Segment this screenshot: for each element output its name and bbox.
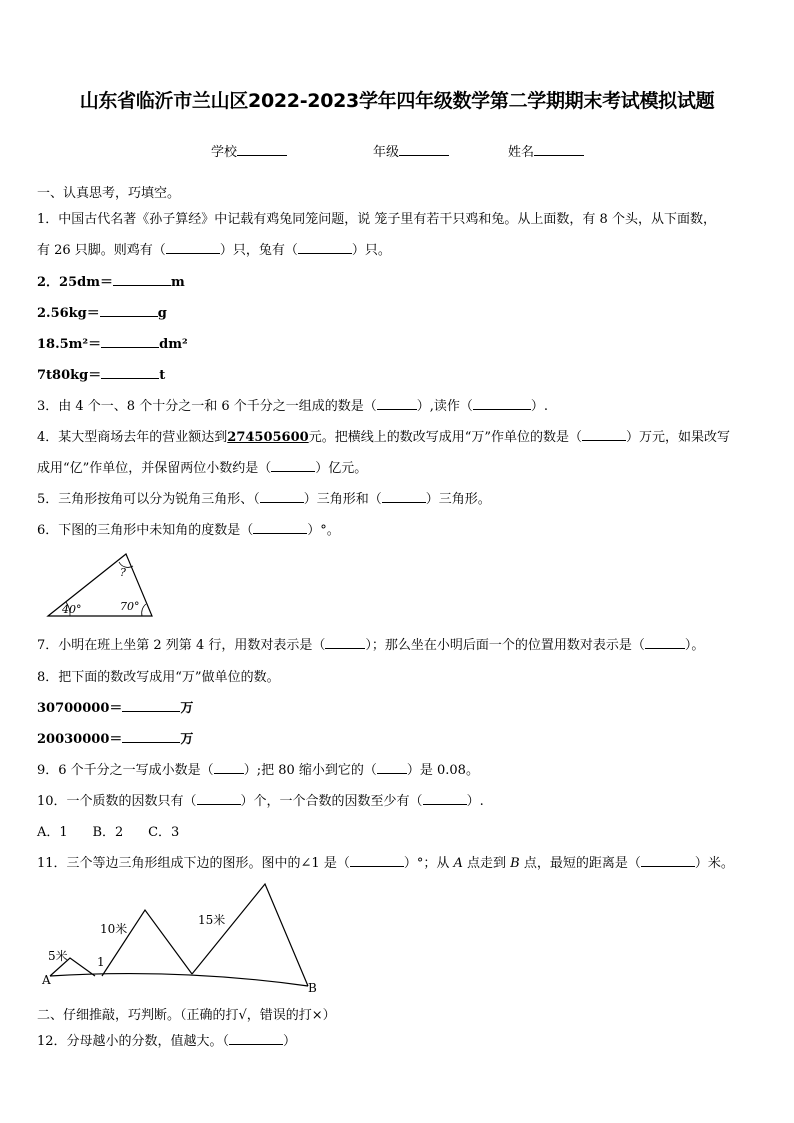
three-triangles-figure [40, 876, 340, 994]
unknown-angle-label: ? [120, 566, 126, 579]
q11-distance-blank[interactable] [641, 866, 695, 867]
q2-b: 2.56kg＝ g [37, 306, 167, 321]
q1-line2: 有 26 只脚。则鸡有（ ）只，兔有（ ）只。 [37, 243, 391, 258]
q2-a: 2．25dm＝ m [37, 275, 185, 290]
q1-line1: 1．中国古代名著《孙子算经》中记载有鸡兔同笼问题，说 笼子里有若干只鸡和兔。从上面数，有 8 个头，从下面数， [37, 212, 716, 227]
q4-underlined-number: 274505600 [227, 430, 309, 445]
q7: 7．小明在班上坐第 2 列第 4 行，用数对表示是（ ）；那么坐在小明后面一个的位置用数对表示是（ ）。 [37, 638, 705, 653]
q2-c-blank[interactable] [101, 347, 159, 348]
grade-field [373, 141, 449, 160]
q9: 9．6 个千分之一写成小数是（ ）;把 80 缩小到它的（ ）是 0.08。 [37, 763, 479, 778]
q9-blank-2[interactable] [377, 773, 407, 774]
q12-blank[interactable] [229, 1044, 283, 1045]
name-label: 姓名 [508, 145, 535, 160]
q4-yi-blank[interactable] [271, 471, 315, 472]
q5-blank-1[interactable] [260, 502, 304, 503]
q2-a-blank[interactable] [113, 285, 171, 286]
q10-options: A．1 B．2 C．3 [37, 825, 180, 840]
q8-a: 30700000＝ 万 [37, 701, 194, 716]
grade-label: 年级 [373, 145, 400, 160]
angle-arc-right [142, 604, 146, 616]
label-5m: 5米 [48, 949, 68, 963]
q3: 3．由 4 个一、8 个十分之一和 6 个千分之一组成的数是（ ）,读作（ ）. [37, 399, 549, 414]
school-field [211, 141, 287, 160]
q7-blank-1[interactable] [325, 648, 365, 649]
q2-c: 18.5m²＝ dm² [37, 337, 188, 352]
q9-blank-1[interactable] [214, 773, 244, 774]
q3-number-blank[interactable] [377, 409, 417, 410]
q10-blank-1[interactable] [197, 804, 241, 805]
q11-angle-blank[interactable] [350, 866, 404, 867]
angle-label-40: 40° [62, 603, 82, 616]
q8-text: 8．把下面的数改写成用“万”做单位的数。 [37, 670, 280, 685]
q2-d-blank[interactable] [101, 378, 159, 379]
section-2-heading: 二、仔细推敲，巧判断。（正确的打√，错误的打×） [37, 1008, 336, 1023]
triangle-figure [40, 548, 160, 620]
q6: 6．下图的三角形中未知角的度数是（ ）°。 [37, 523, 340, 538]
q10: 10．一个质数的因数只有（ ）个，一个合数的因数至少有（ ）. [37, 794, 484, 809]
q1-rabbit-blank[interactable] [298, 253, 352, 254]
name-blank[interactable] [534, 155, 584, 156]
q8-b: 20030000＝ 万 [37, 732, 194, 747]
q6-angle-blank[interactable] [253, 533, 307, 534]
q1-chicken-blank[interactable] [166, 253, 220, 254]
q11: 11．三个等边三角形组成下边的图形。图中的∠1 是（ ）°；从 A 点走到 B 点，最短的距离是（ ）米。 [37, 856, 734, 871]
q8-b-blank[interactable] [122, 742, 180, 743]
medium-triangle [102, 910, 192, 976]
grade-blank[interactable] [399, 155, 449, 156]
angle-label-70: 70° [120, 600, 140, 613]
label-15m: 15米 [198, 913, 226, 927]
school-blank[interactable] [237, 155, 287, 156]
page-title: 山东省临沂市兰山区2022-2023学年四年级数学第二学期期末考试模拟试题 [79, 90, 715, 112]
section-1-heading: 一、认真思考，巧填空。 [37, 186, 181, 201]
q2-d: 7t80kg＝ t [37, 368, 166, 383]
q4-line2: 成用“亿”作单位，并保留两位小数约是（ ）亿元。 [37, 461, 368, 476]
q8-a-blank[interactable] [122, 711, 180, 712]
q2-b-blank[interactable] [100, 316, 158, 317]
large-triangle [192, 884, 308, 986]
q5: 5．三角形按角可以分为锐角三角形、（ ）三角形和（ ）三角形。 [37, 492, 491, 507]
q4-line1: 4．某大型商场去年的营业额达到274505600元。把横线上的数改写成用“万”作单位的数是（ ）万元，如果改写 [37, 430, 731, 445]
name-field [508, 141, 584, 160]
point-b-label: B [308, 981, 317, 994]
point-a-label: A [42, 973, 51, 987]
q3-reading-blank[interactable] [473, 409, 531, 410]
q4-wan-blank[interactable] [582, 440, 626, 441]
q10-blank-2[interactable] [423, 804, 467, 805]
base-curve [50, 974, 308, 986]
q5-blank-2[interactable] [382, 502, 426, 503]
label-10m: 10米 [100, 922, 128, 936]
angle-1-label: 1 [97, 955, 105, 969]
q12: 12．分母越小的分数，值越大。（ ） [37, 1034, 297, 1049]
q7-blank-2[interactable] [645, 648, 685, 649]
school-label: 学校 [211, 145, 238, 160]
